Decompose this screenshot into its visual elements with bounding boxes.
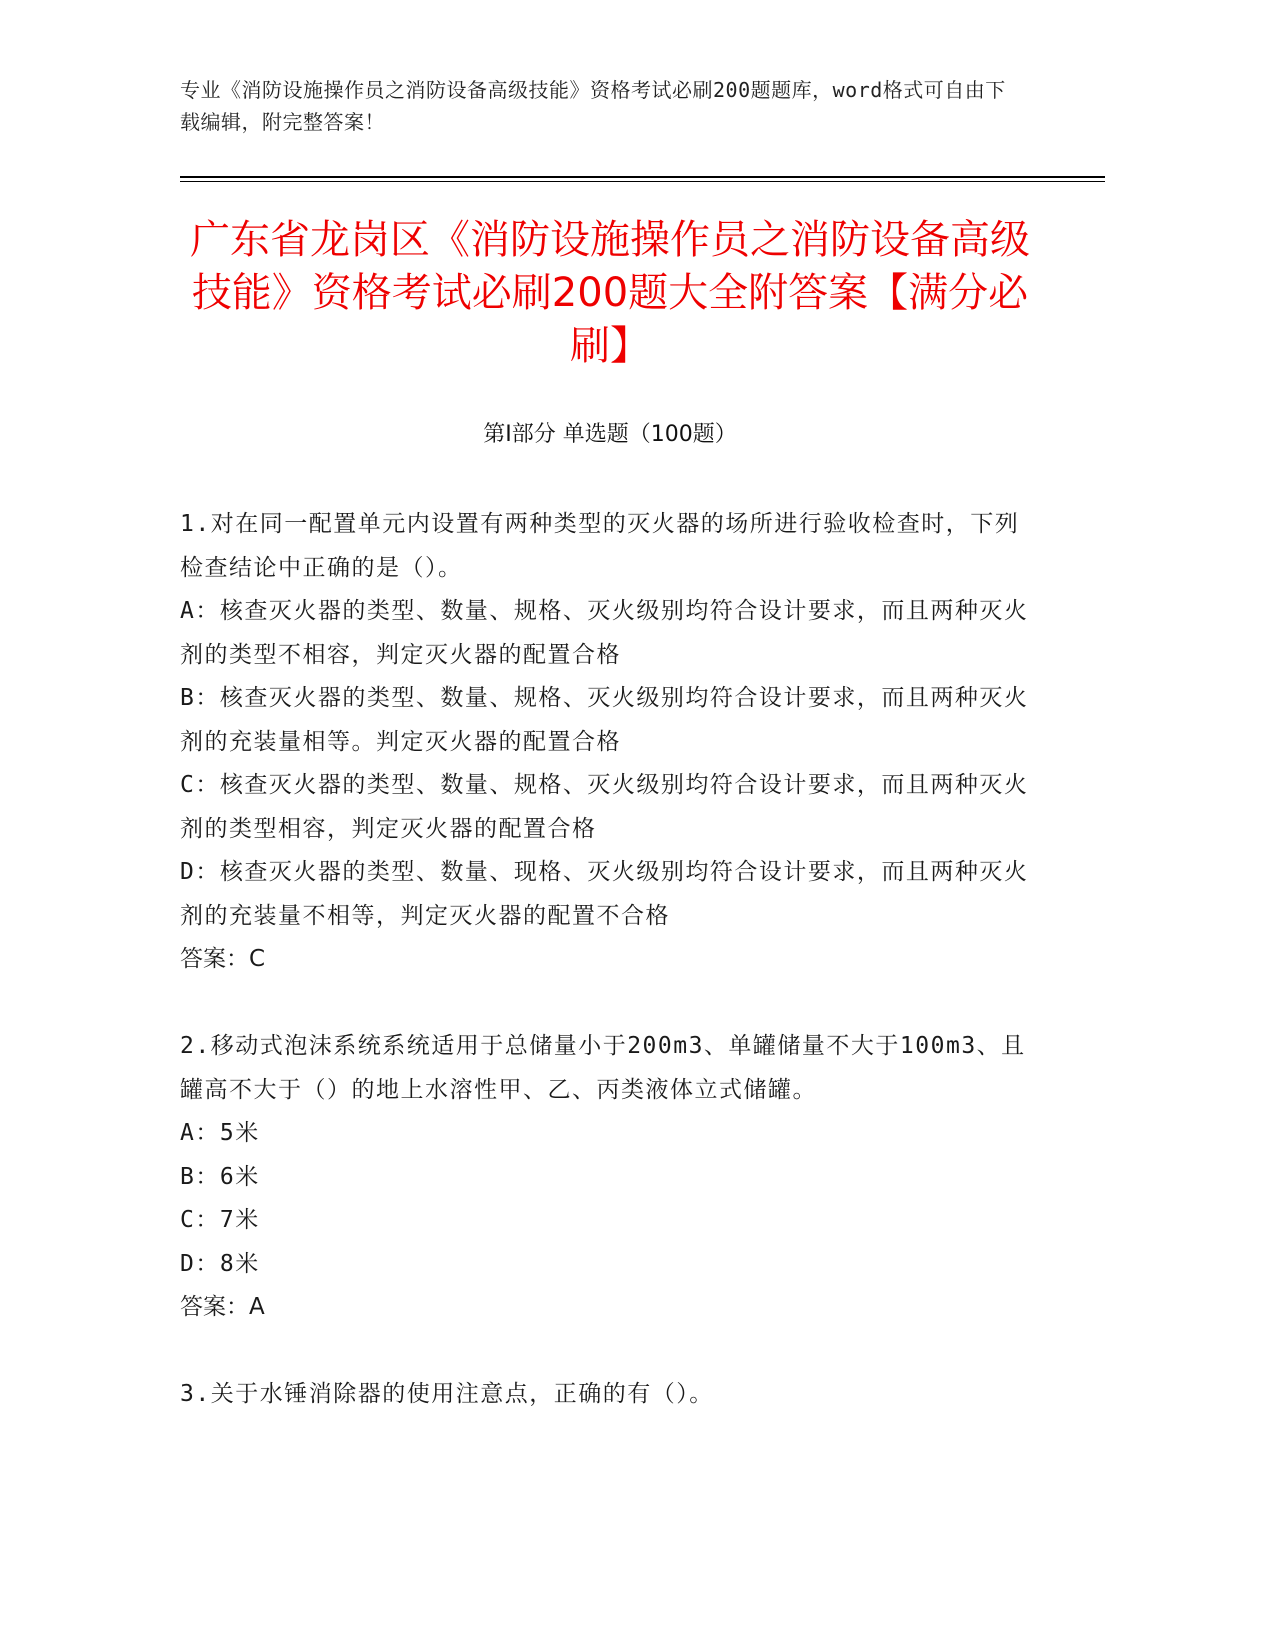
question-2: [180, 1025, 1030, 1330]
answer: 答案：A: [180, 1294, 265, 1320]
option-b: B：6米: [180, 1163, 260, 1190]
option-b: B：核查灭火器的类型、数量、规格、灭火级别均符合设计要求，而且两种灭火剂的充装量相等。判定灭火器的配置合格: [180, 685, 1029, 755]
option-a: A：核查灭火器的类型、数量、规格、灭火级别均符合设计要求，而且两种灭火剂的类型不相容，判定灭火器的配置合格: [180, 598, 1029, 668]
document-title: 广东省龙岗区《消防设施操作员之消防设备高级技能》资格考试必刷200题大全附答案【满分必刷】: [190, 217, 1030, 369]
option-c: C：核查灭火器的类型、数量、规格、灭火级别均符合设计要求，而且两种灭火剂的类型相容，判定灭火器的配置合格: [180, 772, 1029, 842]
header-note: 专业《消防设施操作员之消防设备高级技能》资格考试必刷200题题库，word格式可自由下载编辑，附完整答案！: [180, 78, 1006, 134]
question-1: [180, 503, 1030, 982]
question-text: 2.移动式泡沫系统系统适用于总储量小于200m3、单罐储量不大于100m3、且罐高不大于（）的地上水溶性甲、乙、丙类液体立式储罐。: [180, 1033, 1026, 1103]
question-spacer: [180, 982, 1030, 1026]
option-d: D：核查灭火器的类型、数量、现格、灭火级别均符合设计要求，而且两种灭火剂的充装量不相等，判定灭火器的配置不合格: [180, 859, 1029, 929]
option-c: C：7米: [180, 1207, 260, 1233]
question-text: 1.对在同一配置单元内设置有两种类型的灭火器的场所进行验收检查时，下列检查结论中正确的是（）。: [180, 511, 1020, 581]
question-list: [180, 503, 1030, 1417]
section-heading: 第I部分 单选题（100题）: [483, 422, 737, 447]
option-d: D：8米: [180, 1250, 260, 1277]
question-text: 3.关于水锤消除器的使用注意点，正确的有（）。: [180, 1381, 714, 1407]
header-rule-thin: [180, 181, 1105, 182]
question-3: [180, 1373, 1030, 1417]
option-a: A：5米: [180, 1120, 260, 1146]
question-spacer: [180, 1330, 1030, 1374]
header-rule-thick: [180, 176, 1105, 178]
answer: 答案：C: [180, 946, 266, 972]
